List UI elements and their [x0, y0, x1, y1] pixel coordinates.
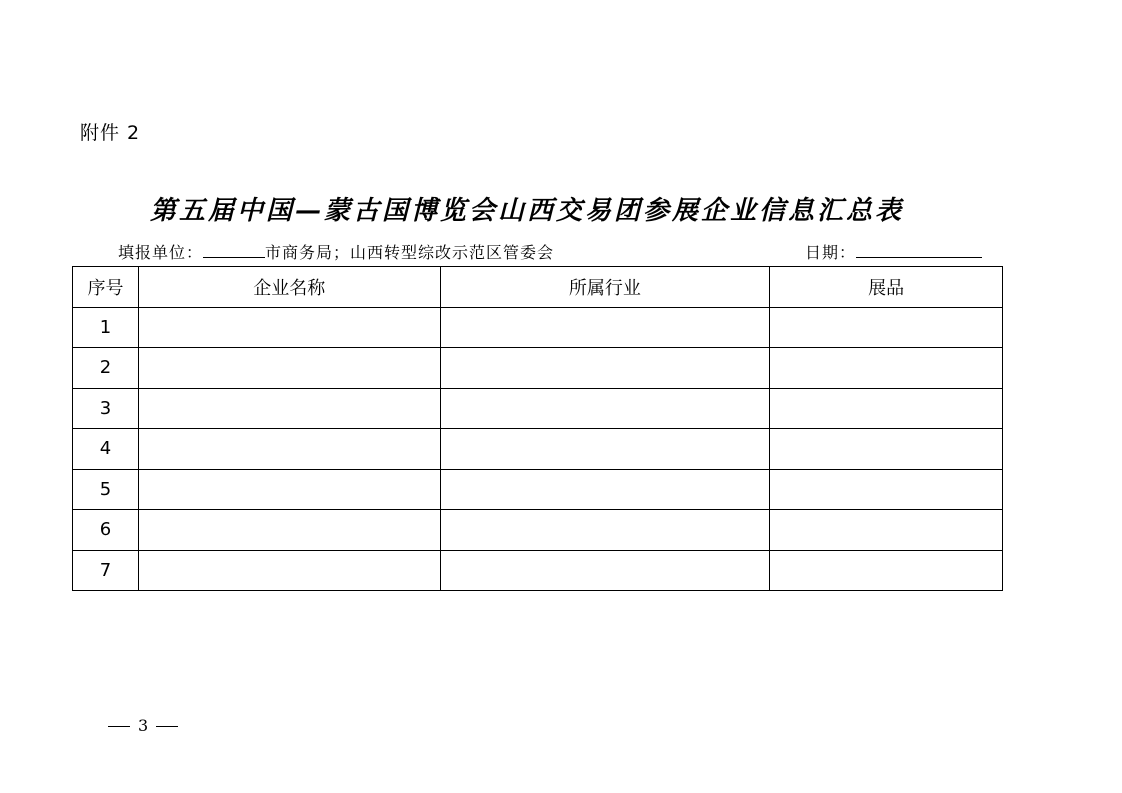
- table-row: [73, 469, 1003, 510]
- page-number: 3: [138, 716, 149, 735]
- cell-index: 5: [73, 469, 139, 510]
- cell-industry[interactable]: [440, 388, 770, 429]
- cell-company[interactable]: [138, 429, 440, 470]
- cell-product[interactable]: [770, 348, 1003, 389]
- table-row: [73, 429, 1003, 470]
- table-row: [73, 307, 1003, 348]
- fill-unit-blank[interactable]: [203, 241, 265, 258]
- cell-company[interactable]: [138, 307, 440, 348]
- page-footer: [100, 716, 186, 735]
- table-row: [73, 348, 1003, 389]
- cell-company[interactable]: [138, 348, 440, 389]
- document-title: 第五届中国—蒙古国博览会山西交易团参展企业信息汇总表: [150, 196, 905, 226]
- cell-company[interactable]: [138, 469, 440, 510]
- header-products: 展品: [770, 267, 1003, 308]
- cell-index: 2: [73, 348, 139, 389]
- table-row: [73, 550, 1003, 591]
- cell-product[interactable]: [770, 307, 1003, 348]
- cell-product[interactable]: [770, 429, 1003, 470]
- cell-product[interactable]: [770, 469, 1003, 510]
- cell-product[interactable]: [770, 388, 1003, 429]
- table-header-row: [73, 267, 1003, 308]
- fill-unit-suffix: 市商务局；山西转型综改示范区管委会: [265, 243, 555, 262]
- table-row: [73, 388, 1003, 429]
- header-industry: 所属行业: [440, 267, 770, 308]
- fill-date-blank[interactable]: [856, 241, 982, 258]
- cell-industry[interactable]: [440, 550, 770, 591]
- summary-table: [72, 266, 1003, 591]
- fill-date-label: 日期：: [805, 243, 857, 262]
- fill-unit-label: 填报单位：: [118, 243, 204, 262]
- cell-industry[interactable]: [440, 510, 770, 551]
- table-row: [73, 510, 1003, 551]
- cell-company[interactable]: [138, 550, 440, 591]
- cell-product[interactable]: [770, 510, 1003, 551]
- footer-dash-right: [156, 726, 178, 727]
- fill-unit-line: [118, 240, 554, 263]
- cell-index: 7: [73, 550, 139, 591]
- cell-index: 6: [73, 510, 139, 551]
- cell-index: 1: [73, 307, 139, 348]
- cell-index: 3: [73, 388, 139, 429]
- footer-dash-left: [108, 726, 130, 727]
- cell-product[interactable]: [770, 550, 1003, 591]
- cell-industry[interactable]: [440, 429, 770, 470]
- fill-date-line: [805, 240, 982, 263]
- header-company-name: 企业名称: [138, 267, 440, 308]
- cell-industry[interactable]: [440, 469, 770, 510]
- cell-industry[interactable]: [440, 307, 770, 348]
- header-index: 序号: [73, 267, 139, 308]
- cell-index: 4: [73, 429, 139, 470]
- cell-company[interactable]: [138, 388, 440, 429]
- cell-company[interactable]: [138, 510, 440, 551]
- cell-industry[interactable]: [440, 348, 770, 389]
- attachment-label: 附件 2: [80, 122, 141, 144]
